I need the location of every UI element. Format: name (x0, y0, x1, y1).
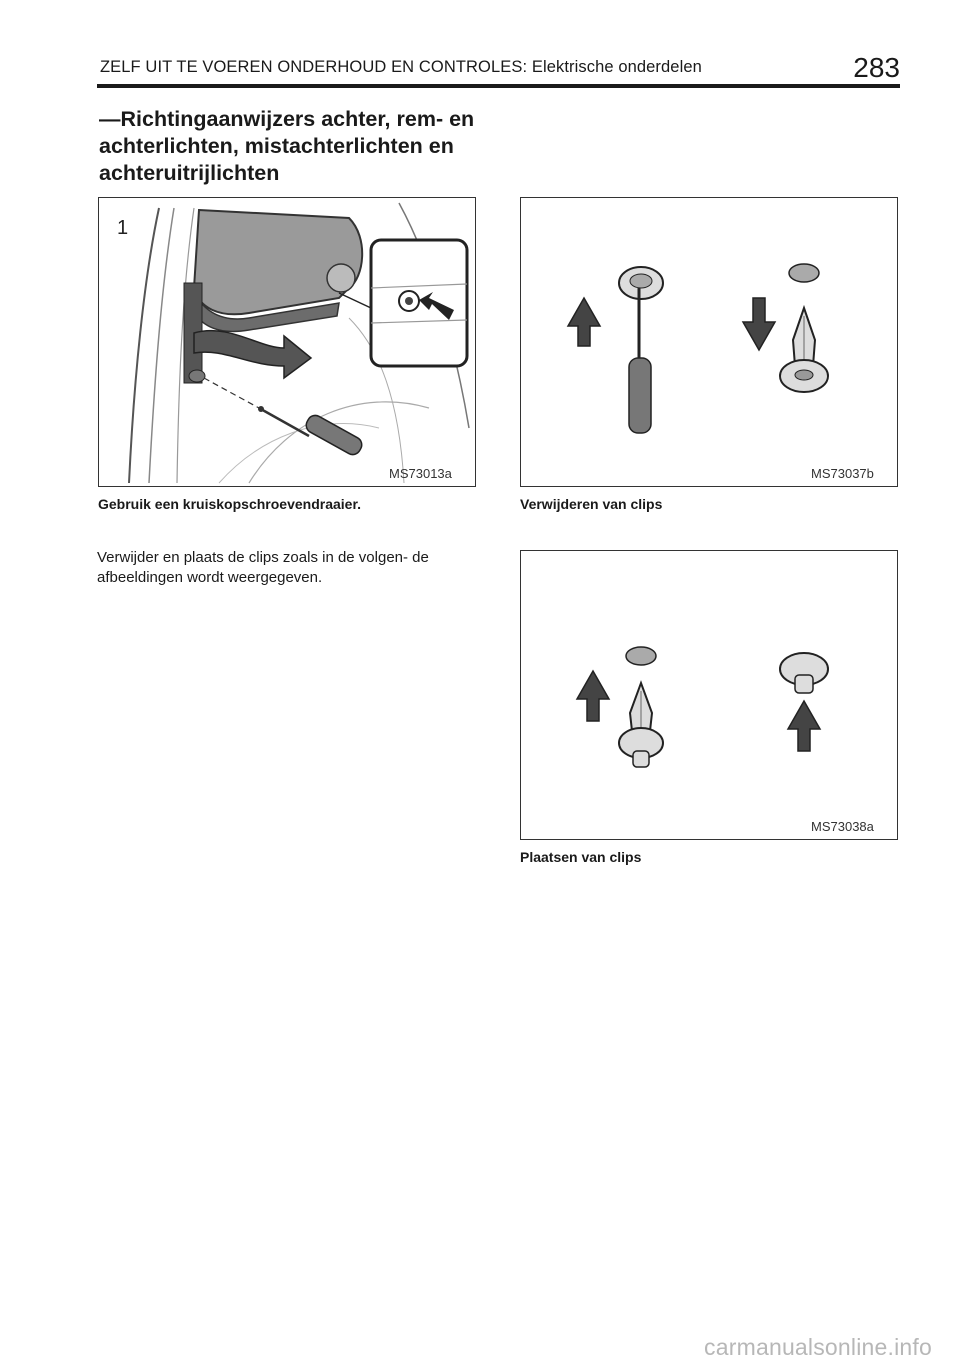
page-number: 283 (853, 52, 900, 83)
figure-caption: Gebruik een kruiskopschroevendraaier. (98, 496, 362, 512)
section-title: —Richtingaanwijzers achter, rem- en achterlichten, mistachterlichten en achteruitrijlichten (99, 107, 475, 185)
clip-removal-illustration (521, 198, 897, 486)
watermark: carmanualsonline.info (704, 1334, 932, 1360)
lamp-removal-illustration (99, 198, 475, 486)
figure-label: 1 (117, 217, 129, 239)
figure-clip-installation (520, 550, 898, 840)
figure-caption: Plaatsen van clips (520, 849, 642, 865)
body-paragraph: Verwijder en plaats de clips zoals in de volgen- de afbeeldingen wordt weergegeven. (97, 549, 429, 586)
arrow-up-icon (577, 671, 609, 721)
running-header: ZELF UIT TE VOEREN ONDERHOUD EN CONTROLES: Elektrische onderdelen (100, 58, 702, 76)
clip-installation-illustration (521, 551, 897, 839)
figure-code: MS73038a (811, 819, 874, 834)
figure-caption: Verwijderen van clips (520, 496, 663, 512)
arrow-up-icon (568, 298, 600, 346)
figure-lamp-removal (98, 197, 476, 487)
arrow-down-icon (743, 298, 775, 350)
header-rule (97, 84, 900, 88)
figure-code: MS73037b (811, 466, 874, 481)
figure-code: MS73013a (389, 466, 452, 481)
arrow-up-icon (788, 701, 820, 751)
figure-clip-removal (520, 197, 898, 487)
